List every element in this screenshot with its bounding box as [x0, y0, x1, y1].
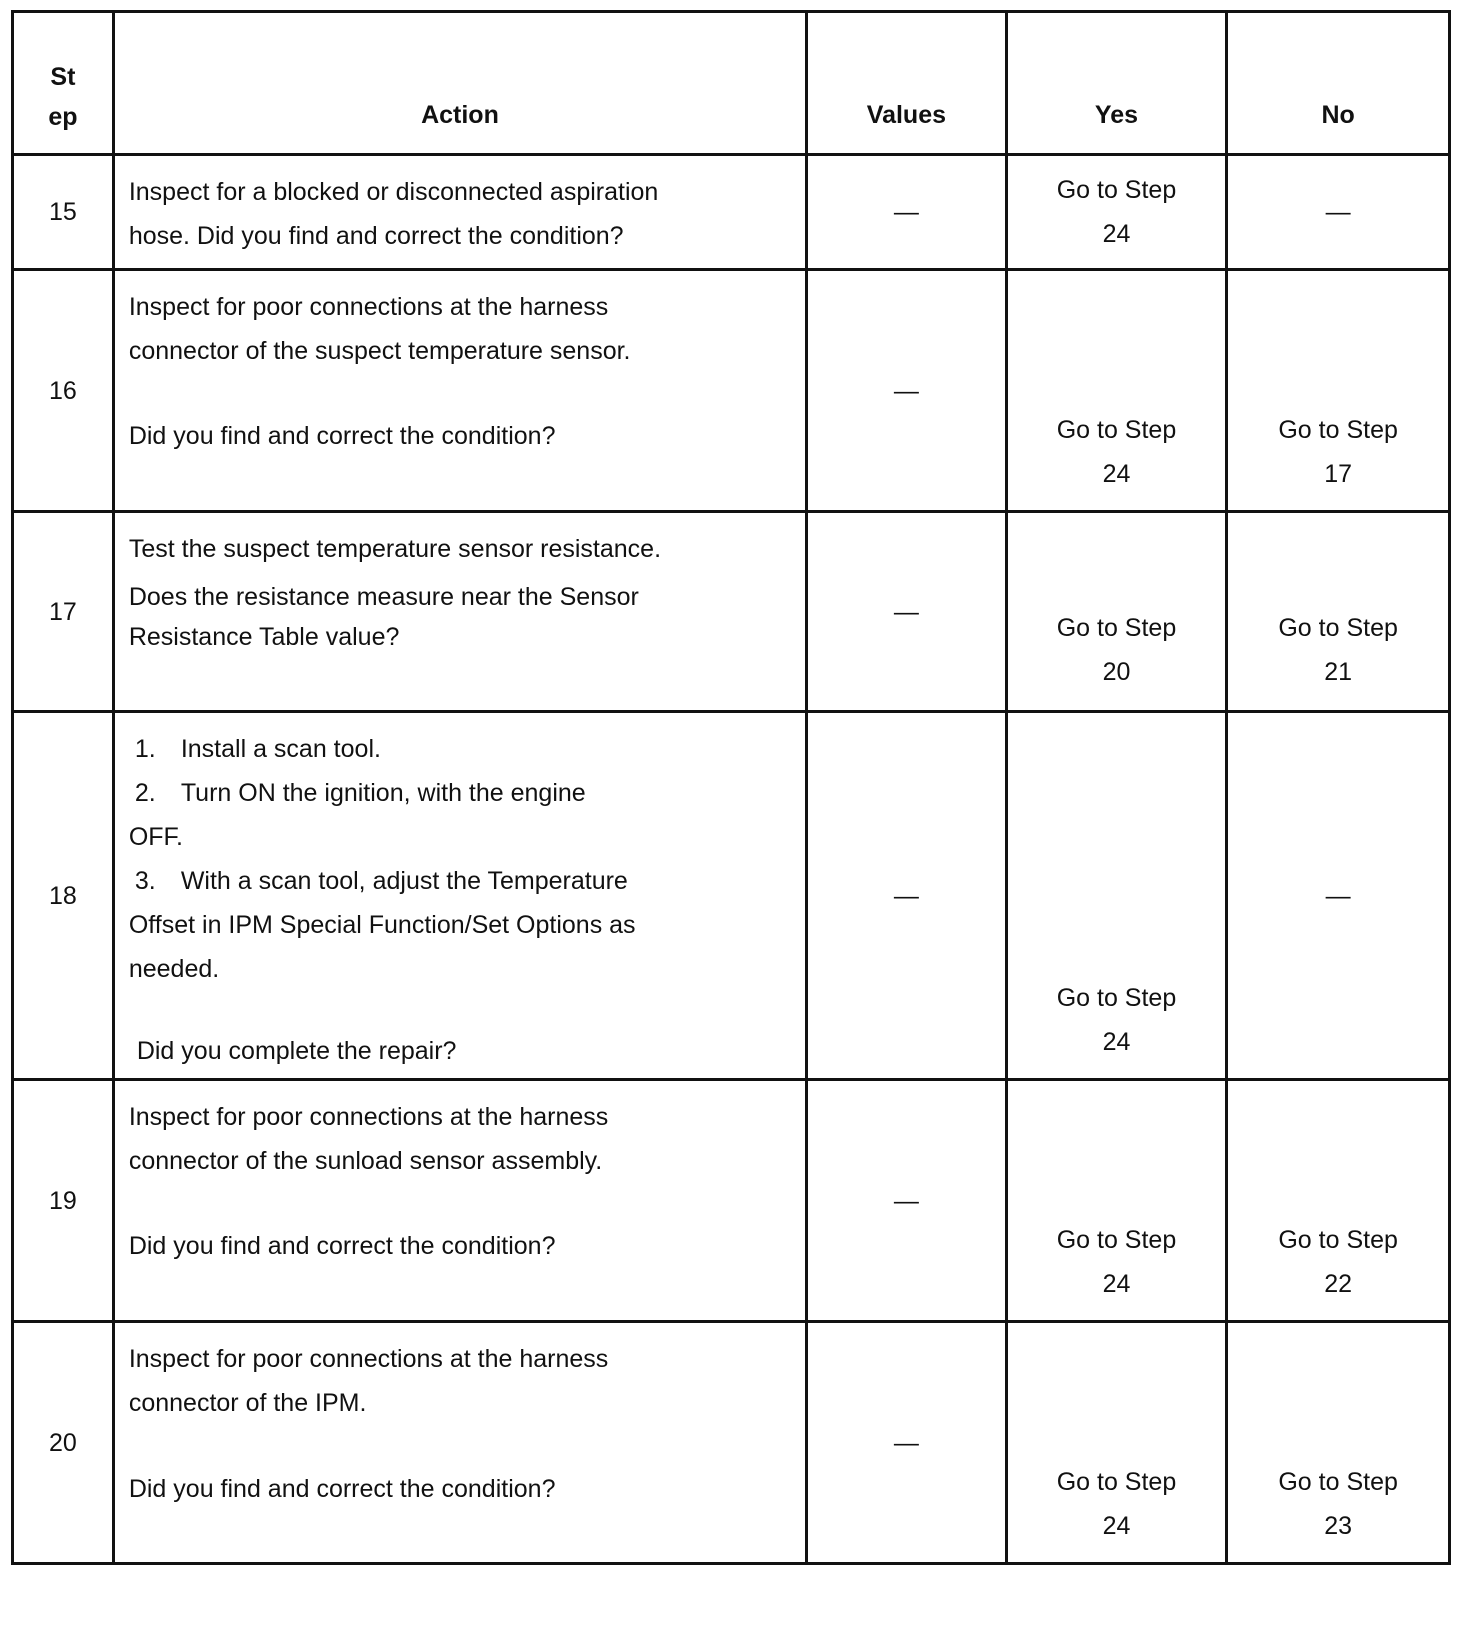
yes-cell — [1006, 512, 1227, 712]
step-number: 18 — [13, 712, 114, 1080]
list-item — [129, 727, 805, 771]
table-row — [13, 512, 1450, 712]
diagnostic-table — [11, 10, 1451, 1565]
goto-label: Go to Step — [1278, 614, 1398, 642]
action-text: Did you find and correct the condition? — [128, 422, 556, 450]
action-text: Resistance Table value? — [128, 623, 400, 651]
list-number: 1. — [134, 735, 156, 763]
values-cell: — — [807, 1080, 1007, 1322]
action-cell — [113, 1080, 806, 1322]
goto-label: Go to Step — [1056, 1226, 1177, 1254]
step-number: 15 — [13, 155, 114, 270]
yes-cell — [1006, 270, 1227, 512]
no-cell: — — [1227, 155, 1450, 270]
action-text: Offset in IPM Special Function/Set Options as — [128, 911, 636, 939]
action-text: Turn ON the ignition, with the engine — [180, 779, 586, 807]
action-text: With a scan tool, adjust the Temperature — [180, 867, 628, 895]
goto-label: Go to Step — [1056, 416, 1177, 444]
action-text: Did you complete the repair? — [136, 1037, 457, 1065]
header-action: Action — [113, 12, 806, 155]
yes-cell — [1006, 1080, 1227, 1322]
step-number: 17 — [13, 512, 114, 712]
header-step — [13, 12, 114, 155]
action-cell — [113, 270, 806, 512]
action-text: connector of the suspect temperature sensor. — [128, 337, 631, 365]
goto-label: Go to Step — [1278, 416, 1398, 444]
table-row — [13, 270, 1450, 512]
yes-cell — [1006, 712, 1227, 1080]
yes-cell — [1006, 1322, 1227, 1564]
action-text: Did you find and correct the condition? — [128, 1475, 556, 1503]
no-cell — [1227, 1080, 1450, 1322]
list-number: 3. — [134, 867, 156, 895]
goto-step-number: 24 — [1102, 460, 1131, 488]
no-cell: — — [1227, 712, 1450, 1080]
no-cell — [1227, 270, 1450, 512]
list-item — [129, 859, 805, 903]
goto-label: Go to Step — [1278, 1468, 1398, 1496]
goto-label: Go to Step — [1056, 614, 1177, 642]
step-number: 16 — [13, 270, 114, 512]
action-text: Inspect for a blocked or disconnected aspiration — [128, 178, 659, 206]
no-cell — [1227, 512, 1450, 712]
values-cell: — — [807, 270, 1007, 512]
values-cell: — — [807, 155, 1007, 270]
goto-step-number: 24 — [1102, 1270, 1131, 1298]
no-cell — [1227, 1322, 1450, 1564]
goto-label: Go to Step — [1056, 176, 1177, 204]
goto-label: Go to Step — [1278, 1226, 1398, 1254]
action-text: Did you find and correct the condition? — [128, 1232, 556, 1260]
goto-step-number: 20 — [1102, 658, 1131, 686]
goto-step-number: 23 — [1324, 1512, 1353, 1540]
table-row — [13, 1080, 1450, 1322]
values-cell: — — [807, 712, 1007, 1080]
action-text: Inspect for poor connections at the harness — [128, 1345, 609, 1373]
goto-label: Go to Step — [1056, 984, 1177, 1012]
goto-step-number: 24 — [1102, 1028, 1131, 1056]
goto-step-number: 22 — [1324, 1270, 1353, 1298]
table-row — [13, 155, 1450, 270]
header-step-line1: St — [50, 63, 76, 91]
action-cell — [113, 1322, 806, 1564]
list-item — [129, 771, 805, 815]
action-text: Does the resistance measure near the Sensor — [128, 583, 639, 611]
table-row — [13, 712, 1450, 1080]
list-number: 2. — [134, 779, 156, 807]
action-text: hose. Did you find and correct the condition? — [128, 222, 624, 250]
action-text: Inspect for poor connections at the harness — [128, 1103, 609, 1131]
header-row — [13, 12, 1450, 155]
action-cell — [113, 712, 806, 1080]
header-no: No — [1227, 12, 1450, 155]
action-text: Test the suspect temperature sensor resistance. — [128, 535, 662, 563]
goto-step-number: 21 — [1324, 658, 1353, 686]
step-number: 19 — [13, 1080, 114, 1322]
header-values: Values — [807, 12, 1007, 155]
action-text: connector of the IPM. — [128, 1389, 367, 1417]
action-cell — [113, 512, 806, 712]
values-cell: — — [807, 1322, 1007, 1564]
header-yes: Yes — [1006, 12, 1227, 155]
yes-cell — [1006, 155, 1227, 270]
action-text: Install a scan tool. — [180, 735, 381, 763]
action-text: Inspect for poor connections at the harness — [128, 293, 609, 321]
goto-step-number: 24 — [1102, 220, 1131, 248]
goto-step-number: 17 — [1324, 460, 1353, 488]
step-number: 20 — [13, 1322, 114, 1564]
goto-label: Go to Step — [1056, 1468, 1177, 1496]
action-cell — [113, 155, 806, 270]
values-cell: — — [807, 512, 1007, 712]
action-text: connector of the sunload sensor assembly. — [128, 1147, 603, 1175]
goto-step-number: 24 — [1102, 1512, 1131, 1540]
action-text: needed. — [128, 955, 220, 983]
header-step-line2: ep — [48, 103, 78, 131]
table-row — [13, 1322, 1450, 1564]
action-text: OFF. — [128, 823, 183, 851]
